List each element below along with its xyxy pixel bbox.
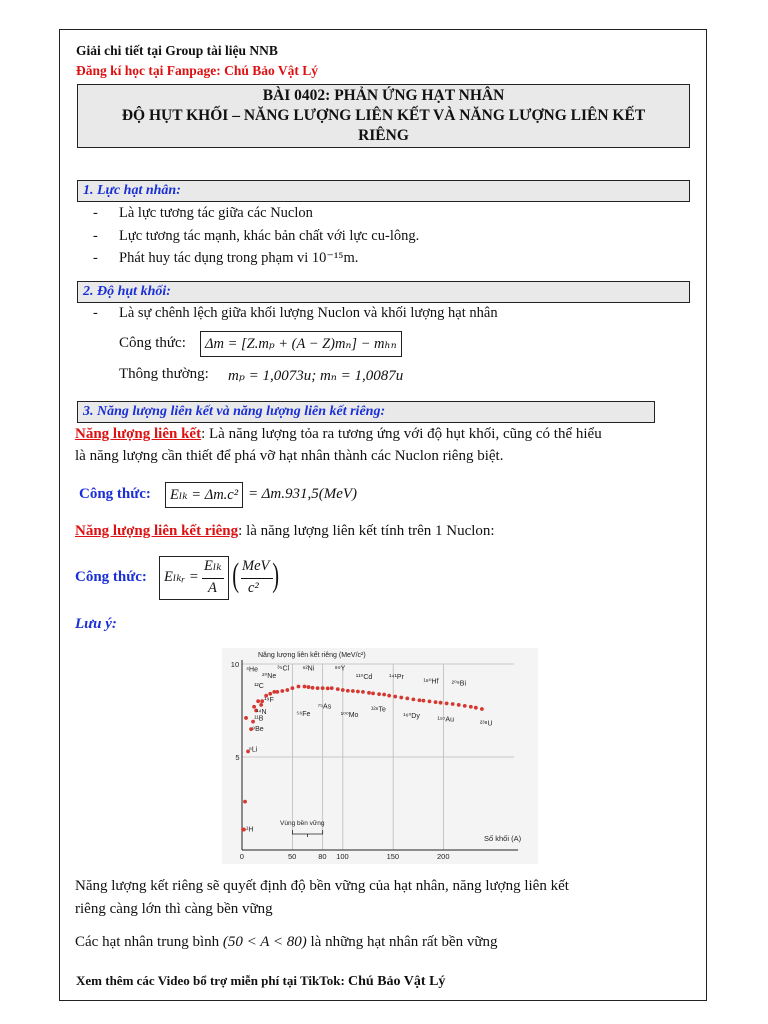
data-point — [326, 686, 330, 690]
x-tick-label: 150 — [386, 852, 400, 861]
data-point — [418, 698, 422, 702]
specific-binding-def: : là năng lượng liên kết tính trên 1 Nuclon: — [238, 523, 495, 539]
data-point — [351, 689, 355, 693]
data-point — [268, 692, 272, 696]
binding-energy-formula-rest: = Δm.931,5(MeV) — [248, 486, 358, 502]
usual-values: mₚ = 1,0073u; mₙ = 1,0087u — [228, 368, 404, 384]
data-point — [321, 686, 325, 690]
data-point — [439, 701, 443, 705]
x-tick-label: 100 — [336, 852, 349, 861]
unit-numerator: MeV — [242, 558, 270, 574]
data-point — [311, 686, 315, 690]
bullet-text: Phát huy tác dụng trong phạm vi 10⁻¹⁵m. — [119, 250, 359, 266]
data-point — [371, 691, 375, 695]
header-fanpage-line: Đăng kí học tại Fanpage: Chú Bảo Vật Lý — [76, 63, 319, 78]
title-line-3: RIÊNG — [358, 127, 409, 144]
unit-denominator: c² — [248, 580, 259, 596]
stable-range-formula: (50 < A < 80) — [222, 934, 307, 950]
title-line-2: ĐỘ HỤT KHỐI – NĂNG LƯỢNG LIÊN KẾT VÀ NĂNG LƯỢNG LIÊN KẾT — [121, 107, 646, 124]
nuclide-label: ¹¹B — [254, 715, 264, 723]
bullet-text: Là lực tương tác giữa các Nuclon — [119, 205, 313, 221]
mass-defect-formula: Δm = [Z.mₚ + (A − Z)mₙ] − mₕₙ — [200, 331, 402, 357]
fraction-bar — [202, 578, 224, 579]
data-point — [451, 702, 455, 706]
binding-energy-def-1: : Là năng lượng tỏa ra tương ứng với độ hụt khối, cũng có thể hiểu — [201, 426, 602, 442]
nuclide-label: ¹H — [246, 826, 254, 834]
y-tick-label: 10 — [230, 660, 240, 669]
specific-binding-formula — [159, 556, 229, 600]
y-tick-label: 5 — [235, 753, 240, 762]
nuclide-label: ¹⁴¹Pr — [389, 673, 404, 681]
stable-region-label: Vùng bền vững — [280, 820, 325, 827]
data-point — [411, 697, 415, 701]
data-point — [434, 700, 438, 704]
binding-energy-definition — [75, 426, 602, 443]
conclusion-line-3 — [75, 934, 498, 951]
footer-prefix: Xem thêm các Video bổ trợ miễn phí tại TikTok: — [76, 973, 345, 988]
section-1-bullet: - Là lực tương tác giữa các Nuclon — [93, 205, 313, 221]
data-point — [316, 686, 320, 690]
data-point — [297, 685, 301, 689]
nuclide-label: ⁸⁹Y — [334, 665, 346, 673]
data-point — [405, 697, 409, 701]
nuclide-label: ³⁵Cl — [277, 665, 290, 673]
binding-energy-formula: Eₗₖ = Δm.c² — [165, 482, 243, 508]
data-point — [399, 696, 403, 700]
data-point — [393, 695, 397, 699]
data-point — [330, 686, 334, 690]
data-point — [291, 686, 295, 690]
data-point — [463, 704, 467, 708]
data-point — [361, 690, 365, 694]
nuclide-label: ⁶Li — [249, 746, 258, 754]
specific-formula-denominator: A — [208, 580, 217, 596]
conclusion-prefix: Các hạt nhân trung bình — [75, 934, 220, 950]
data-point — [428, 699, 432, 703]
nuclide-label: ²³⁸U — [479, 720, 493, 728]
specific-binding-definition — [75, 523, 495, 540]
section-2-heading: 2. Độ hụt khối: — [77, 281, 690, 303]
section-1-bullet: - Phát huy tác dụng trong phạm vi 10⁻¹⁵m. — [93, 250, 359, 266]
data-point — [341, 688, 345, 692]
data-point — [256, 699, 260, 703]
nuclide-label: ¹⁶⁰Dy — [403, 712, 420, 720]
section-2-bullet: - Là sự chênh lệch giữa khối lượng Nuclon và khối lượng hạt nhân — [93, 305, 498, 321]
binding-energy-term: Năng lượng liên kết — [75, 426, 202, 442]
nuclide-label: ⁷⁵As — [317, 703, 332, 711]
x-tick-label: 200 — [437, 852, 450, 861]
nuclide-label: ²⁰Ne — [262, 672, 277, 680]
data-point — [285, 688, 289, 692]
nuclide-label: ¹⁰⁰Mo — [340, 712, 359, 720]
paren-right: ) — [272, 557, 280, 594]
section-3-heading: 3. Năng lượng liên kết và năng lượng liên kết riêng: — [77, 401, 655, 423]
nuclide-label: ¹⁹F — [264, 697, 274, 705]
specific-formula-lhs: Eₗₖᵣ = — [164, 569, 199, 585]
data-point — [346, 689, 350, 693]
data-point — [280, 689, 284, 693]
nuclide-label: ⁵⁶Fe — [296, 711, 311, 719]
nuclide-label: ¹¹⁰Cd — [355, 673, 373, 681]
nuclide-label: ¹²⁶Te — [371, 706, 386, 714]
header-group-line: Giải chi tiết tại Group tài liệu NNB — [76, 43, 278, 58]
paren-left: ( — [232, 557, 240, 594]
binding-formula-label: Công thức: — [79, 486, 151, 502]
fraction-bar — [241, 578, 273, 579]
note-label: Lưu ý: — [75, 616, 117, 632]
data-point — [387, 694, 391, 698]
specific-formula-numerator: Eₗₖ — [204, 558, 222, 574]
data-point — [422, 699, 426, 703]
chart-title: Năng lượng liên kết riêng (MeV/c²) — [258, 652, 366, 659]
nuclide-label: ⁶²Ni — [302, 665, 315, 673]
data-point — [275, 690, 279, 694]
nuclide-label: ⁴He — [246, 666, 259, 674]
binding-energy-chart — [222, 648, 538, 864]
data-point — [367, 691, 371, 695]
data-point — [480, 707, 484, 711]
data-point — [336, 687, 340, 691]
binding-energy-chart-svg — [222, 648, 538, 864]
data-point — [382, 693, 386, 697]
x-tick-label: 50 — [288, 852, 297, 861]
bullet-text: Lực tương tác mạnh, khác bản chất với lực cu-lông. — [119, 228, 420, 244]
specific-unit — [230, 556, 282, 600]
data-point — [445, 702, 449, 706]
data-point — [457, 703, 461, 707]
data-point — [356, 690, 360, 694]
nuclide-label: ²⁰⁹Bi — [451, 680, 467, 688]
section-1-heading: 1. Lực hạt nhân: — [77, 180, 690, 202]
data-point — [469, 705, 473, 709]
nuclide-label: ¹⁴N — [256, 709, 267, 717]
specific-binding-term: Năng lượng liên kết riêng — [75, 523, 239, 539]
data-point — [303, 685, 307, 689]
x-tick-label: 0 — [239, 852, 244, 861]
data-point — [377, 692, 381, 696]
usual-values-label: Thông thường: — [119, 366, 209, 382]
title-line-1: BÀI 0402: PHẢN ỨNG HẠT NHÂN — [262, 87, 505, 104]
data-point — [252, 705, 256, 709]
data-point — [307, 685, 311, 689]
title-box — [77, 84, 690, 148]
specific-formula-label: Công thức: — [75, 569, 147, 585]
x-tick-label: 80 — [318, 852, 327, 861]
mass-defect-formula-label: Công thức: — [119, 335, 186, 351]
footer — [76, 973, 445, 990]
footer-tiktok-name: Chú Bảo Vật Lý — [348, 974, 446, 989]
nuclide-label: ¹⁸⁰Hf — [423, 678, 439, 686]
conclusion-line-1: Năng lượng kết riêng sẽ quyết định độ bền vững của hạt nhân, năng lượng liên kết — [75, 878, 569, 894]
bullet-text: Là sự chênh lệch giữa khối lượng Nuclon và khối lượng hạt nhân — [119, 305, 498, 321]
conclusion-suffix: là những hạt nhân rất bền vững — [310, 934, 498, 950]
nuclide-label: ¹⁹⁷Au — [437, 716, 454, 724]
binding-energy-def-2: là năng lượng cần thiết để phá vỡ hạt nhân thành các Nuclon riêng biệt. — [75, 448, 504, 464]
section-1-bullet: - Lực tương tác mạnh, khác bản chất với lực cu-lông. — [93, 228, 420, 244]
chart-xlabel: Số khối (A) — [484, 834, 522, 843]
nuclide-label: ¹²C — [254, 683, 264, 691]
conclusion-line-2: riêng càng lớn thì càng bền vững — [75, 901, 273, 917]
data-point — [244, 716, 248, 720]
data-point — [243, 800, 247, 804]
data-point — [474, 706, 478, 710]
nuclide-label: ⁹Be — [252, 725, 264, 733]
data-point — [259, 703, 263, 707]
chart-background — [222, 648, 538, 864]
